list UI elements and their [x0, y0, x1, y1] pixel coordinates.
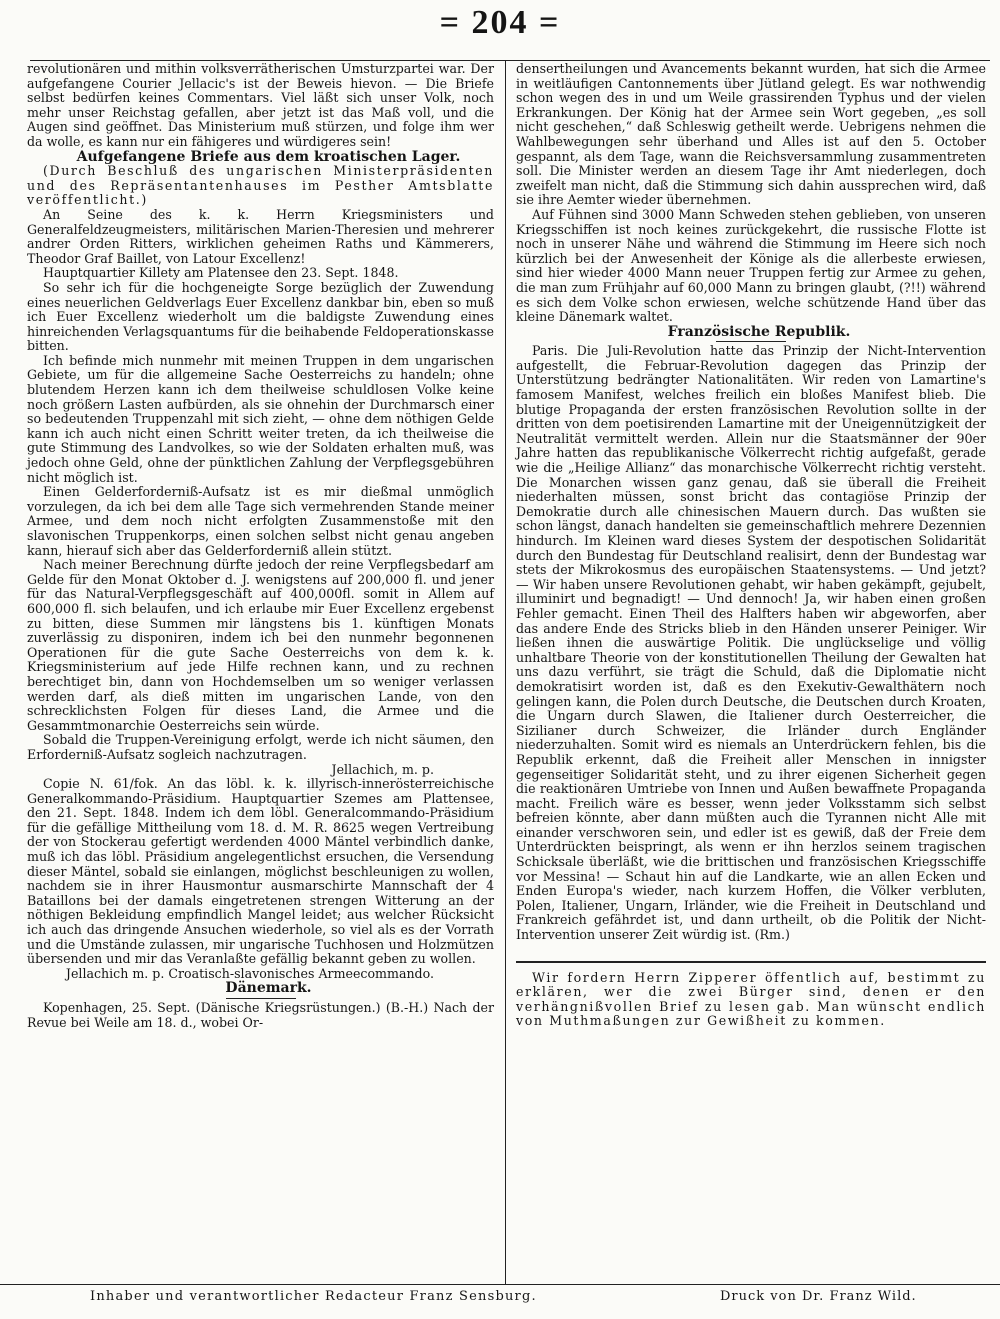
denmark-paragraph: Auf Fühnen sind 3000 Mann Schweden stehen geblieben, von unseren Kriegsschiffen ist noch keines zurückgekehrt, die russische Flotte ist noch in unserer Nähe und während die Stimmung im Heere sich noch kürzlich bei der Anwesenheit der Könige als die allerbeste erwiesen, sind hier wieder 4000 Mann neuer Truppen fertig zur Armee zu gehen, die man zum Frühjahr auf 60,000 Mann zu bringen glaubt, (?!!) während es sich dem Volke schon erwiesen, welche schützende Hand über das kleine Dänemark waltet. [516, 206, 986, 325]
section-separator [716, 341, 786, 342]
source-note: (Durch Beschluß des ungarischen Ministerpräsidenten und des Repräsentantenhauses im Pesther Amtsblatte veröffentlicht.) [27, 163, 494, 208]
editor-imprint: Inhaber und verantwortlicher Redacteur Franz Sensburg. [90, 1289, 537, 1304]
public-notice [516, 961, 986, 1029]
denmark-continued-paragraph: densertheilungen und Avancements bekannt wurden, hat sich die Armee in weitläufigen Cantonnements über Jütland gelegt. Es war nothwendig schon wegen des in und um Weile grassirenden Typhus und der vielen Erkrankungen. Der König hat der Armee sein Wort gegeben, „es soll nicht geschehen,“ daß Schleswig getheilt werde. Uebrigens nehmen die Wahlbewegungen sehr überhand und Alles ist auf den 5. October gespannt, als dem Tage, wann die Reichsversammlung zusammentreten soll. Die Minister werden an diesem Tage ihr Amt niederlegen, doch zweifelt man nicht, daß die Stimmung sich dahin aussprechen wird, daß sie ihre Aemter wieder übernehmen. [516, 61, 986, 208]
page-number: = 204 = [439, 4, 561, 41]
copenhagen-paragraph: Kopenhagen, 25. Sept. (Dänische Kriegsrüstungen.) (B.-H.) Nach der Revue bei Weile am 18. d., wobei Or- [27, 1000, 494, 1030]
column-divider [505, 60, 506, 1285]
left-column [27, 62, 494, 1030]
paris-paragraph: Paris. Die Juli-Revolution hatte das Prinzip der Nicht-Intervention aufgestellt, die Februar-Revolution dagegen das Prinzip der Unterstützung bedrängter Nationalitäten. Wir reden von Lamartine's famosem Manifest, welches freilich ein bloßes Manifest blieb. Die blutige Propaganda der ersten französischen Revolution sollte in der dritten von dem poetisirenden Lamartine mit der Uneigennützigkeit der Neutralität vermittelt werden. Allein nur die Staatsmänner der 90er Jahre hatten das republikanische Völkerrecht richtig aufgefaßt, gerade wie die „Heilige Allianz“ das monarchische Völkerrecht richtig versteht. Die Monarchen wissen ganz genau, daß sie überall die Freiheit niederhalten müssen, sonst bricht das contagiöse Prinzip der Demokratie durch alle chinesischen Mauern durch. Das wußten sie schon längst, danach handelten sie gemeinschaftlich mehrere Dezennien hindurch. Im Kleinen ward dieses System der despotischen Solidarität durch den Bundestag für Deutschland realisirt, denn der Bundestag war stets der Mikrokosmus des europäischen Staatensystems. — Und jetzt? — Wir haben unsere Revolutionen gehabt, wir haben gekämpft, gejubelt, illuminirt und begnadigt! — Und dennoch! Ja, wir haben einen großen Fehler gemacht. Einen Theil des Halfters haben wir abgeworfen, aber das andere Ende des Stricks blieb in den Händen unserer Peiniger. Wir ließen ihnen die auswärtige Politik. Die unglückselige und völlig unhaltbare Theorie von der konstitutionellen Theilung der Gewalten hat uns dazu verführt, sie trägt die Schuld, daß die Diplomatie nicht demokratisirt worden ist, daß es den Exekutiv-Gewalthätern noch gelingen kann, die Polen durch Deutsche, die Deutschen durch Kroaten, die Ungarn durch Slawen, die Italiener durch Oesterreicher, die Sizilianer durch Schweizer, die Irländer durch Engländer niederzuhalten. Somit wird es niemals an Unterdrückern fehlen, bis die Republik erkennt, daß die Freiheit aller Menschen in innigster gegenseitiger Solidarität steht, und zu ihrer eigenen Sicherheit gegen die reaktionären Umtriebe von Innen und Außen bewaffnete Propaganda macht. Freilich wäre es besser, wenn jeder Volksstamm sich selbst befreien könnte, aber dann müßten auch die Tyrannen nicht Alle mit einander verschworen sein, und edler ist es gewiß, daß der Freie dem Unterdrückten beispringt, als wenn er ihn herzlos seinem tragischen Schicksale überläßt, wie die brittischen und französischen Kriegsschiffe vor Messina! — Schaut hin auf die Landkarte, wie an allen Ecken und Enden Europa's wieder, nach kurzem Hoffen, die Völker verbluten, Polen, Italiener, Ungarn, Irländer, wie die Freiheit in Deutschland und Frankreich gefährdet ist, und dann urtheilt, ob die Politik der Nicht-Intervention unserer Zeit würdig ist. (Rm.) [516, 343, 986, 943]
printer-imprint: Druck von Dr. Franz Wild. [720, 1289, 917, 1304]
letter-paragraph: So sehr ich für die hochgeneigte Sorge bezüglich der Zuwendung eines neuerlichen Geldverlags Euer Excellenz dankbar bin, eben so muß ich Euer Excellenz wiederholt um die baldigste Zuwendung eines hinreichenden Verlagsquantums für die beihabende Feldoperationskasse bitten. [27, 279, 494, 354]
section-separator [226, 998, 296, 999]
signature: Jellachich, m. p. [331, 761, 434, 777]
letter-paragraph: Einen Gelderforderniß-Aufsatz ist es mir dießmal unmöglich vorzulegen, da ich bei dem alle Tage sich vermehrenden Stande meiner Armee, und dem noch nicht erfolgten Zusammenstoße mit den slavonischen Truppenkorps, einen solchen selbst nicht genau angeben kann, hierauf sich aber das Gelderforderniß allein stützt. [27, 484, 494, 558]
signature: Jellachich m. p. Croatisch-slavonisches Armeecommando. [65, 965, 434, 981]
letter-paragraph: Ich befinde mich nunmehr mit meinen Truppen in dem ungarischen Gebiete, um für die allgemeine Sache Oesterreichs zu handeln; ohne blutendem Herzen kann ich dem theilweise schuldlosen Volke keine noch größern Lasten aufbürden, als sie ohnehin der Durchmarsch einer so bedeutenden Truppenzahl mit sich zieht, — ohne dem nöthigen Gelde kann ich auch nicht einen Schritt weiter treten, da ich theilweise die gute Stimmung des Landvolkes, so wie der Soldaten erhalten muß, was jedoch ohne Geld, ohne der pünktlichen Zahlung der Verpflegsgebühren nicht möglich ist. [27, 352, 494, 485]
letters-heading: Aufgefangene Briefe aus dem kroatischen Lager. [76, 148, 461, 165]
notice-text: Wir fordern Herrn Zipperer öffentlich auf, bestimmt zu erklären, wer die zwei Bürger sind, denen er den verhängnißvollen Brief zu lesen gab. Man wünscht endlich von Muthmaßungen zur Gewißheit zu kommen. [516, 969, 986, 1029]
france-heading: Französische Republik. [667, 323, 851, 340]
page-header [0, 4, 1000, 44]
copy-paragraph: Copie N. 61/fok. An das löbl. k. k. illyrisch-innerösterreichische Generalkommando-Präsidium. Hauptquartier Szemes am Plattensee, den 21. Sept. 1848. Indem ich dem löbl. Generalcommando-Präsidium für die gefällige Mittheilung vom 18. d. M. R. 8625 wegen Vertreibung der von Stockerau gefertigt werdenden 4000 Mäntel verbindlich danke, muß ich das löbl. Präsidium angelegentlichst ersuchen, die Versendung dieser Mäntel, sobald sie einlangen, möglichst beschleunigen zu wollen, nachdem sie in ihrer Hausmontur ausmarschirte Mannschaft der 4 Bataillons bei der damals eingetretenen strengen Witterung an der nöthigen Bekleidung empfindlich Mangel leidet; aus welcher Rücksicht ich auch das dringende Ansuchen wiederhole, so viel als es der Vorrath und die Umstände zulassen, mir ungarische Tuchhosen und Holzmützen übersenden und mir das Veranlaßte gefällig bekannt geben zu wollen. [27, 776, 494, 967]
letter-place-date: Hauptquartier Killety am Platensee den 23. Sept. 1848. [43, 265, 399, 281]
intro-paragraph: revolutionären und mithin volksverrätherischen Umsturzpartei war. Der aufgefangene Courier Jellacic's ist der Beweis hievon. — Die Briefe selbst bedürfen keines Commentars. Viel läßt sich unser Volk, noch mehr unser Reichstag gefallen, aber jetzt ist das Maß voll, und die Augen sind geöffnet. Das Ministerium muß stürzen, und folge ihm wer da wolle, es kann nur ein fähigeres und würdigeres sein! [27, 61, 494, 149]
letter-address: An Seine des k. k. Herrn Kriegsministers und Generalfeldzeugmeisters, militärischen Marien-Theresien und mehrerer andrer Orden Ritters, wirklichen geheimen Raths und Kämmerers, Theodor Graf Baillet, von Latour Excellenz! [27, 206, 494, 266]
letter-paragraph: Nach meiner Berechnung dürfte jedoch der reine Verpflegsbedarf am Gelde für den Monat Oktober d. J. wenigstens auf 200,000 fl. und jener für das Natural-Verpflegsgeschäft auf 400,000fl. somit in Allem auf 600,000 fl. sich belaufen, und ich erlaube mir Euer Excellenz ergebenst zu bitten, diese Summen mir längstens bis 1. künftigen Monats zuverlässig zu disponiren, indem ich bei den nunmehr begonnenen Operationen für die gute Sache Oesterreichs von dem k. k. Kriegsministerium auf jede Hilfe rechnen kann, und zu rechnen berechtiget bin, dann von Hochdemselben um so weniger verlassen werden darf, als dieß mitten im ungarischen Lande, von den schrecklichsten Folgen für dieses Land, die Armee und die Gesammtmonarchie Oesterreichs sein würde. [27, 557, 494, 733]
right-column [516, 62, 986, 1029]
letter-paragraph: Sobald die Truppen-Vereinigung erfolgt, werde ich nicht säumen, den Erforderniß-Aufsatz sogleich nachzutragen. [27, 732, 494, 762]
denmark-heading: Dänemark. [225, 980, 312, 997]
page-footer [0, 1284, 1000, 1309]
